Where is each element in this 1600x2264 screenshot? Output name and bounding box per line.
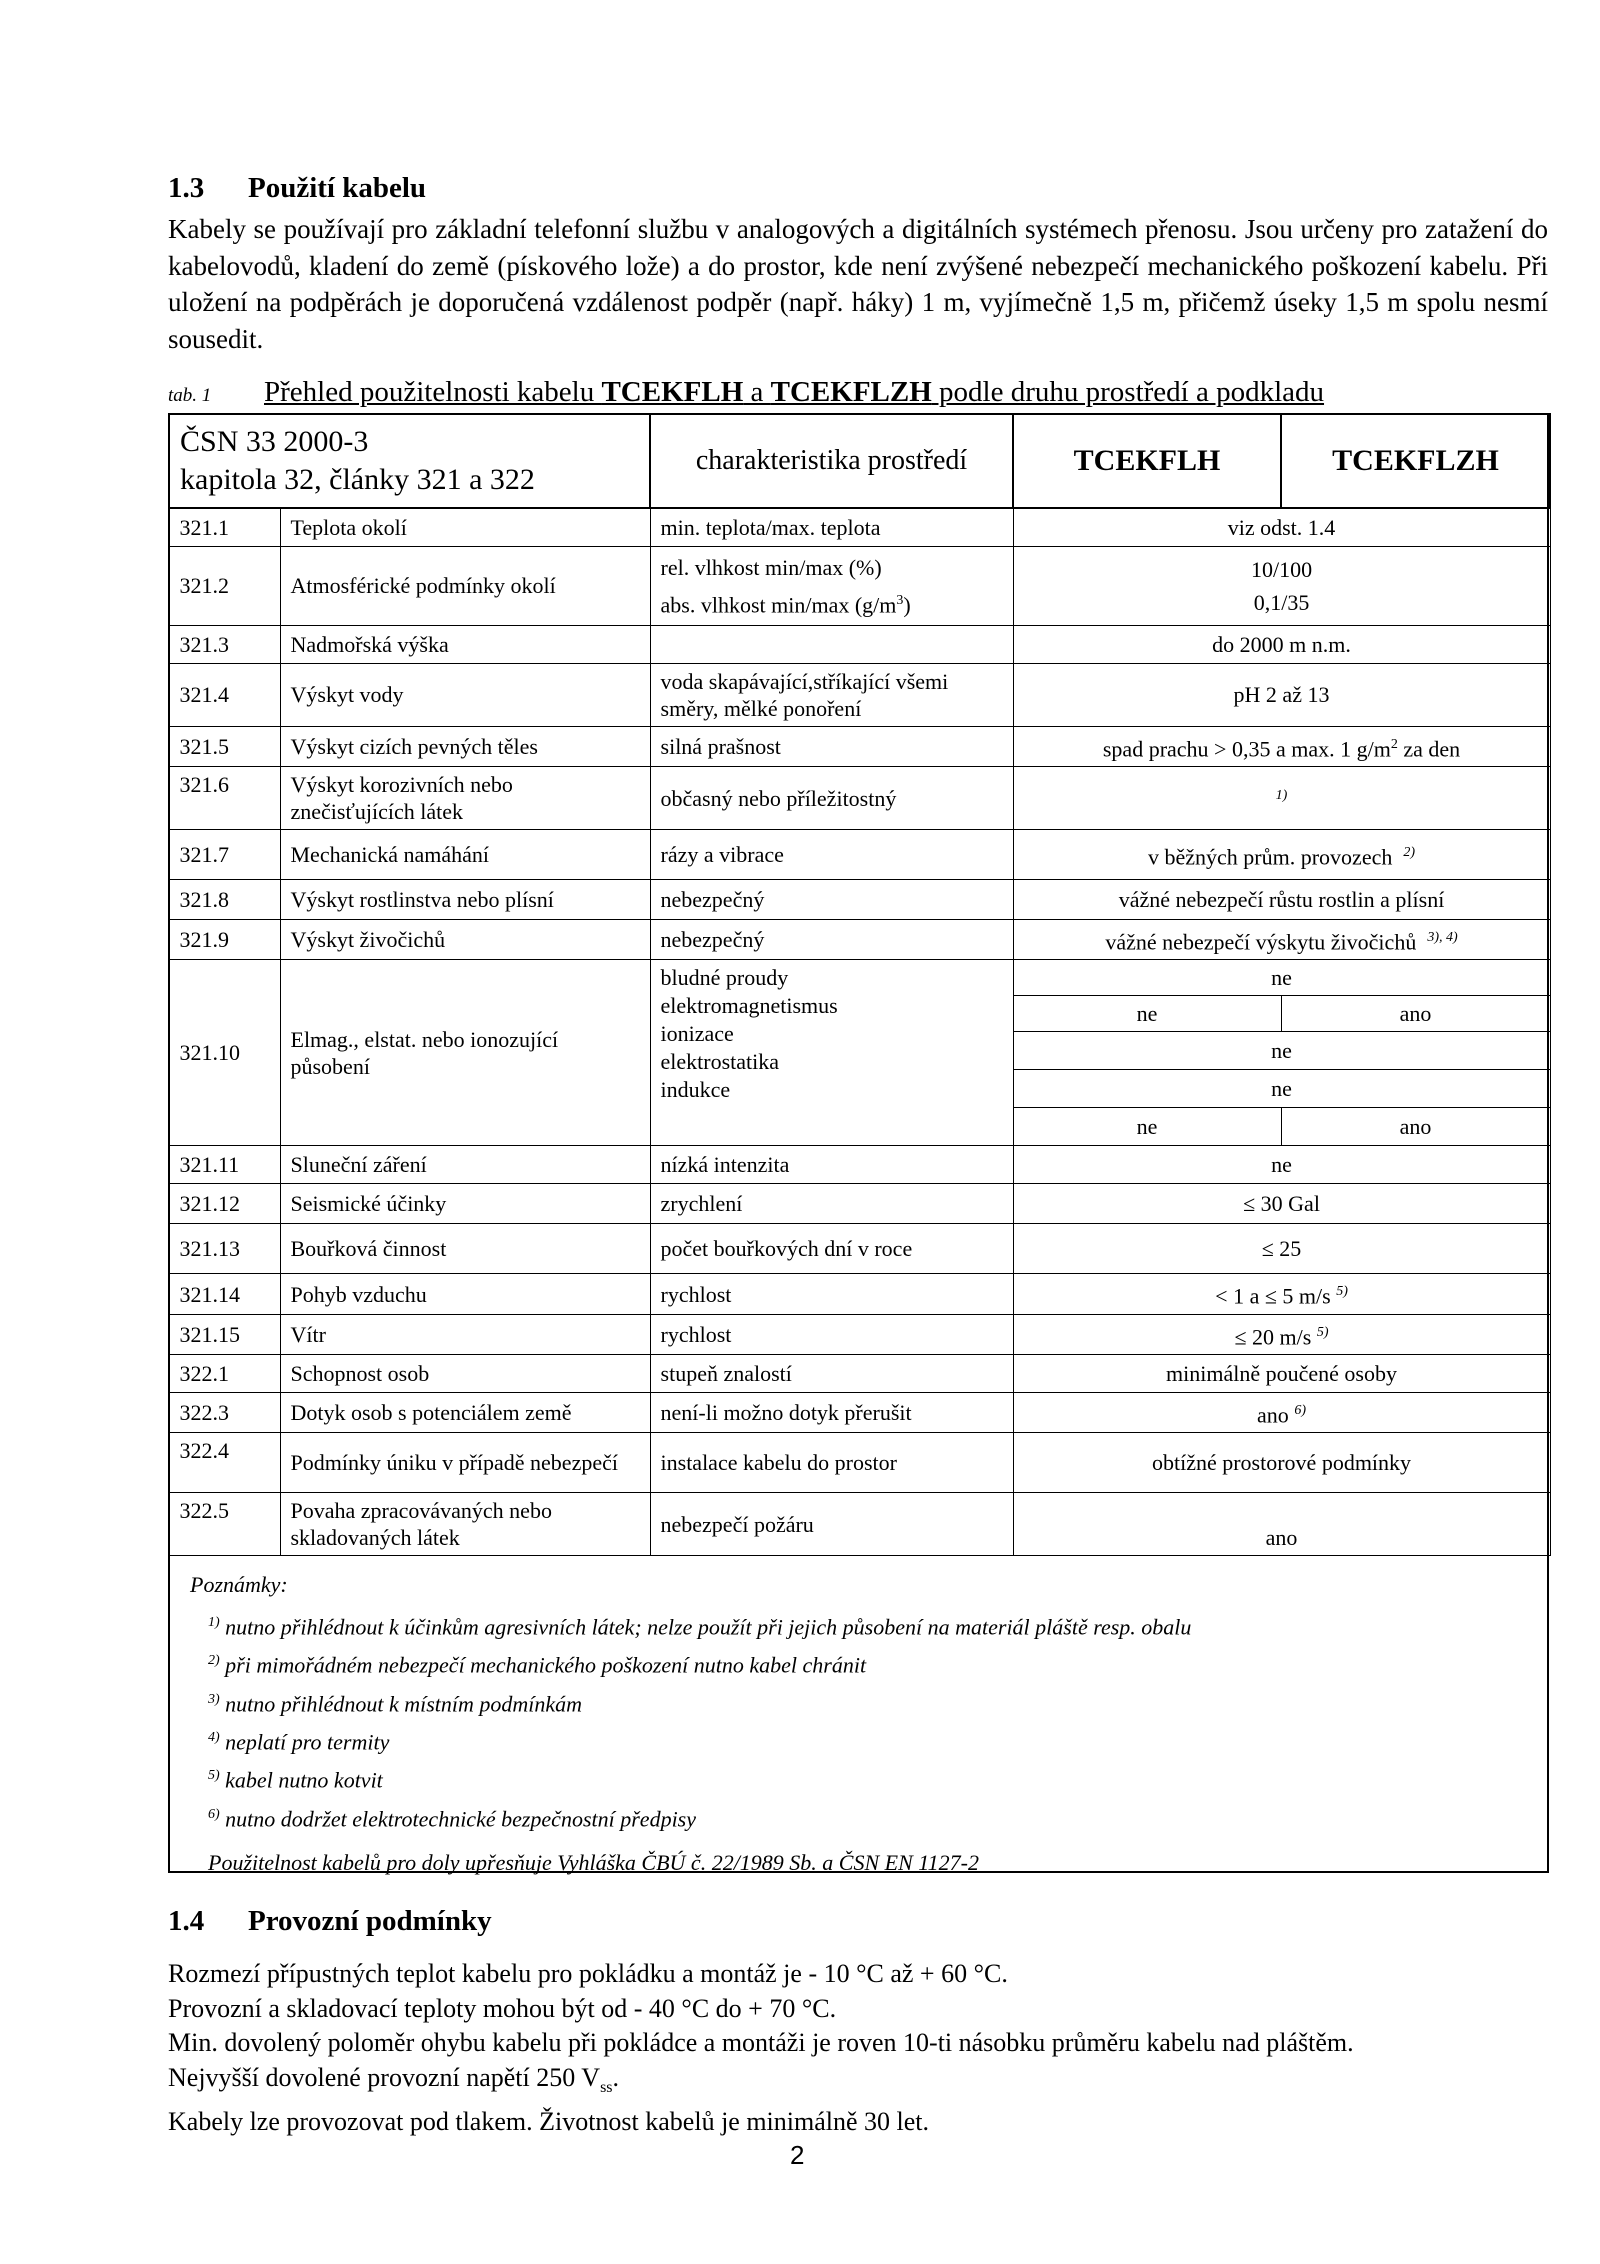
section-number: 1.3	[168, 172, 205, 204]
row-code: 321.4	[169, 663, 280, 726]
row-name: Elmag., elstat. nebo ionozující působení	[280, 960, 650, 1146]
row-code: 321.3	[169, 625, 280, 663]
row-value: obtížné prostorové podmínky	[1013, 1433, 1550, 1493]
table-row	[169, 726, 1550, 766]
row-name: Atmosférické podmínky okolí	[280, 546, 650, 625]
table-row	[169, 1393, 1550, 1433]
caption-cable-1: TCEKFLH	[601, 376, 744, 408]
row-name: Podmínky úniku v případě nebezpečí	[280, 1433, 650, 1493]
row-characteristic: stupeň znalostí	[650, 1355, 1013, 1393]
table-row	[169, 1224, 1550, 1274]
table-row	[169, 546, 1550, 625]
row-value: do 2000 m n.m.	[1013, 625, 1550, 663]
note-item: $^{6)}$ nutno dodržet elektrotechnické bezpečnostní předpisy	[208, 1805, 697, 1831]
char-item: indukce	[660, 1077, 731, 1103]
row-name: Výskyt korozivních nebo znečisťujících látek	[280, 767, 650, 830]
row-characteristic: rychlost	[650, 1314, 1013, 1354]
header-tcekflzh: TCEKFLZH	[1281, 414, 1550, 508]
caption-text: Přehled použitelnosti kabelu	[264, 376, 602, 408]
condition-line: Nejvyšší dovolené provozní napětí 250 $V_{ss}$.	[168, 2062, 620, 2096]
row-code: 322.3	[169, 1393, 280, 1433]
table-row	[169, 1274, 1550, 1314]
row-name: Výskyt vody	[280, 663, 650, 726]
table-row	[169, 880, 1550, 920]
row-code: 321.7	[169, 830, 280, 880]
row-characteristic-list	[650, 960, 1013, 1146]
table-row	[169, 625, 1550, 663]
row-code: 321.6	[169, 767, 280, 830]
row-characteristic: silná prašnost	[650, 726, 1013, 766]
char-item: elektromagnetismus	[660, 993, 838, 1019]
row-value: vážné nebezpečí růstu rostlin a plísní	[1013, 880, 1550, 920]
row-characteristic: min. teplota/max. teplota	[650, 508, 1013, 546]
row-characteristic: občasný nebo příležitostný	[650, 767, 1013, 830]
table-header-row	[169, 414, 1550, 508]
caption-and: a	[743, 376, 771, 408]
section-heading-1-3	[168, 172, 426, 205]
row-code: 321.1	[169, 508, 280, 546]
row-name: Bouřková činnost	[280, 1224, 650, 1274]
row-name: Schopnost osob	[280, 1355, 650, 1393]
row-value: < 1 a ≤ 5 m/s $^{5)}$	[1013, 1274, 1550, 1314]
row-code: 321.9	[169, 920, 280, 960]
condition-line: Rozmezí přípustných teplot kabelu pro pokládku a montáž je - 10 °C až + 60 °C.	[168, 1959, 1008, 1988]
note-item: $^{3)}$ nutno přihlédnout k místním podmínkám	[208, 1690, 583, 1716]
row-value: pH 2 až 13	[1013, 663, 1550, 726]
table-row	[169, 767, 1550, 830]
table-caption	[168, 376, 1324, 409]
table-row	[169, 1314, 1550, 1354]
row-characteristic: rychlost	[650, 1274, 1013, 1314]
row-value: ano $^{6)}$	[1013, 1393, 1550, 1433]
row-name: Teplota okolí	[280, 508, 650, 546]
row-name: Výskyt rostlinstva nebo plísní	[280, 880, 650, 920]
operating-conditions	[168, 1957, 1354, 2140]
row-code: 321.12	[169, 1184, 280, 1224]
table-row	[169, 1355, 1550, 1393]
row-value: ne	[1013, 1146, 1550, 1184]
row-name: Sluneční záření	[280, 1146, 650, 1184]
row-characteristic: nízká intenzita	[650, 1146, 1013, 1184]
table-row	[169, 1433, 1550, 1493]
notes-mining-reference: Použitelnost kabelů pro doly upřesňuje Vyhláška ČBÚ č. 22/1989 Sb. a ČSN EN 1127-2	[208, 1849, 979, 1875]
row-characteristic: nebezpečný	[650, 880, 1013, 920]
row-value: spad prachu > 0,35 a max. 1 $g/m^2$ za den	[1013, 726, 1550, 766]
row-name: Mechanická namáhání	[280, 830, 650, 880]
char-item: elektrostatika	[660, 1049, 780, 1075]
row-characteristic: počet bouřkových dní v roce	[650, 1224, 1013, 1274]
row-name: Výskyt cizích pevných těles	[280, 726, 650, 766]
row-name: Výskyt živočichů	[280, 920, 650, 960]
table-row	[169, 1146, 1550, 1184]
section-number: 1.4	[168, 1905, 205, 1937]
row-value: viz odst. 1.4	[1013, 508, 1550, 546]
row-value: minimálně poučené osoby	[1013, 1355, 1550, 1393]
row-code: 322.5	[169, 1493, 280, 1556]
table-row	[169, 920, 1550, 960]
note-item: $^{5)}$ kabel nutno kotvit	[208, 1767, 383, 1793]
row-value: vážné nebezpečí výskytu živočichů $^{3), 4)}$	[1013, 920, 1550, 960]
table-row	[169, 1184, 1550, 1224]
char-item: bludné proudy	[660, 965, 789, 991]
row-value: ne	[1013, 960, 1550, 996]
table-row	[169, 663, 1550, 726]
row-characteristic: nebezpečí požáru	[650, 1493, 1013, 1556]
row-value: ≤ 30 Gal	[1013, 1184, 1550, 1224]
row-value: ≤ 25	[1013, 1224, 1550, 1274]
value-tcekflh: ne	[1013, 1108, 1281, 1146]
table-row	[169, 508, 1550, 546]
row-value: 1)	[1013, 767, 1550, 830]
row-characteristic: instalace kabelu do prostor	[650, 1433, 1013, 1493]
row-code: 321.11	[169, 1146, 280, 1184]
row-code: 321.2	[169, 546, 280, 625]
row-code: 321.14	[169, 1274, 280, 1314]
header-characteristic: charakteristika prostředí	[650, 414, 1013, 508]
row-name: Nadmořská výška	[280, 625, 650, 663]
table-notes	[190, 1572, 1191, 1876]
row-value: ano	[1013, 1493, 1550, 1556]
row-name: Vítr	[280, 1314, 650, 1354]
table-label: tab. 1	[168, 385, 212, 406]
row-characteristic: rel. vlhkost min/max (%) abs. vlhkost min/max $(g/m^3)$	[650, 546, 1013, 625]
row-code: 321.15	[169, 1314, 280, 1354]
row-code: 322.1	[169, 1355, 280, 1393]
row-characteristic: není-li možno dotyk přerušit	[650, 1393, 1013, 1433]
note-item: $^{4)}$ neplatí pro termity	[208, 1729, 390, 1755]
row-characteristic	[650, 625, 1013, 663]
row-name: Dotyk osob s potenciálem země	[280, 1393, 650, 1433]
row-name: Pohyb vzduchu	[280, 1274, 650, 1314]
header-standard: ČSN 33 2000-3 kapitola 32, články 321 a 322	[169, 414, 650, 508]
row-name: Povaha zpracovávaných nebo skladovaných látek	[280, 1493, 650, 1556]
row-value: ne	[1013, 1032, 1550, 1070]
table-row	[169, 1493, 1550, 1556]
row-code: 321.10	[169, 960, 280, 1146]
section-title: Provozní podmínky	[248, 1905, 492, 1937]
row-code: 321.8	[169, 880, 280, 920]
note-item: $^{2)}$ při mimořádném nebezpečí mechanického poškození nutno kabel chránit	[208, 1652, 867, 1678]
section-title: Použití kabelu	[248, 172, 427, 204]
row-value: 10/100 0,1/35	[1013, 546, 1550, 625]
char-item: ionizace	[660, 1021, 734, 1047]
notes-title: Poznámky:	[190, 1572, 288, 1597]
row-code: 322.4	[169, 1433, 280, 1493]
row-value: ≤ 20 m/s $^{5)}$	[1013, 1314, 1550, 1354]
section-heading-1-4	[168, 1905, 492, 1938]
row-characteristic: zrychlení	[650, 1184, 1013, 1224]
value-tcekflh: ne	[1013, 996, 1281, 1032]
caption-cable-2: TCEKFLZH	[770, 376, 932, 408]
condition-line: Min. dovolený poloměr ohybu kabelu při pokládce a montáži je roven 10-ti násobku průměru kabelu nad pláštěm.	[168, 2028, 1354, 2057]
condition-line: Kabely lze provozovat pod tlakem. Životnost kabelů je minimálně 30 let.	[168, 2107, 930, 2137]
value-tcekflzh: ano	[1281, 996, 1550, 1032]
page-number: 2	[790, 2140, 805, 2170]
note-item: $^{1)}$ nutno přihlédnout k účinkům agresivních látek; nelze použít při jejich působení na materiál pláště resp. obalu	[208, 1614, 1192, 1640]
header-tcekflh: TCEKFLH	[1013, 414, 1281, 508]
row-code: 321.13	[169, 1224, 280, 1274]
row-characteristic: rázy a vibrace	[650, 830, 1013, 880]
row-name: Seismické účinky	[280, 1184, 650, 1224]
row-characteristic: voda skapávající,stříkající všemi směry, mělké ponoření	[650, 663, 1013, 726]
value-tcekflzh: ano	[1281, 1108, 1550, 1146]
condition-line: Provozní a skladovací teploty mohou být od - 40 °C do + 70 °C.	[168, 1993, 837, 2023]
row-code: 321.5	[169, 726, 280, 766]
table-row	[169, 830, 1550, 880]
row-value: ne	[1013, 1070, 1550, 1108]
usability-table	[168, 413, 1551, 1556]
row-characteristic: nebezpečný	[650, 920, 1013, 960]
section-1-3-paragraph: Kabely se používají pro základní telefonní službu v analogových a digitálních systémech přenosu. Jsou určeny pro zatažení do kabelovodů, kladení do země (pískového lože) a do prostor, kde není zvýšené nebezpečí mechanického poškození kabelu. Při uložení na podpěrách je doporučená vzdálenost podpěr (např. háky) 1 m, vyjímečně 1,5 m, přičemž úseky 1,5 m spolu nesmí sousedit.	[168, 214, 1548, 354]
table-row-emag	[169, 960, 1550, 996]
caption-rest: podle druhu prostředí a podkladu	[931, 376, 1325, 408]
row-value: v běžných prům. provozech $^{2)}$	[1013, 830, 1550, 880]
